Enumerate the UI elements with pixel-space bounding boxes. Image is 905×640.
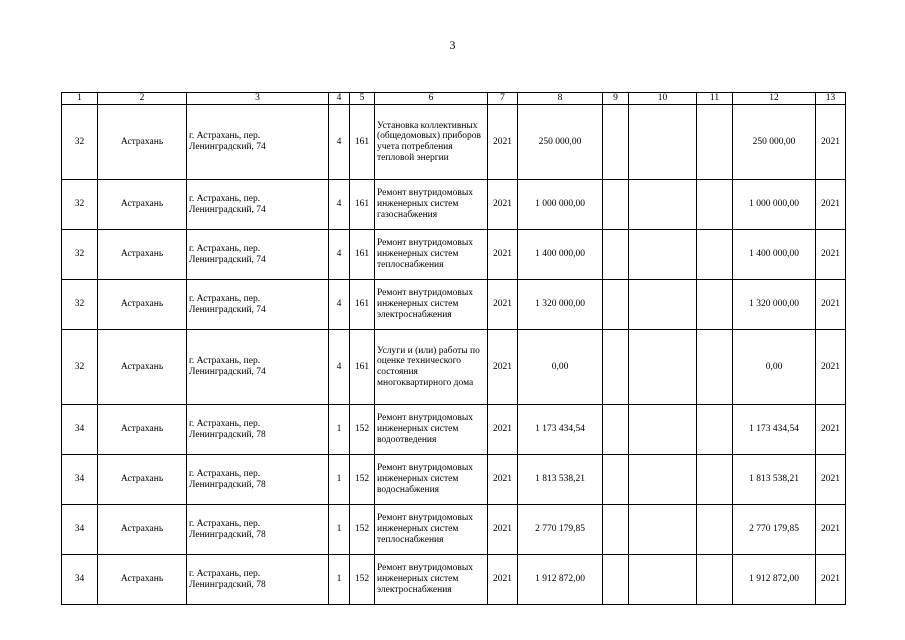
col4-cell: 1 [329, 555, 350, 605]
col13-year-cell: 2021 [816, 405, 846, 455]
column-number-3: 3 [187, 93, 329, 105]
year-cell: 2021 [488, 505, 518, 555]
table-row [62, 330, 846, 405]
column-number-11: 11 [697, 93, 733, 105]
col12-cost-cell: 1 320 000,00 [733, 280, 816, 330]
row-number-cell: 32 [62, 105, 98, 180]
year-cell: 2021 [488, 280, 518, 330]
city-cell: Астрахань [98, 555, 187, 605]
column-number-12: 12 [733, 93, 816, 105]
work-type-cell: Ремонт внутридомовых инженерных систем теплоснабжения [375, 230, 488, 280]
col4-cell: 1 [329, 405, 350, 455]
col5-cell: 161 [350, 280, 375, 330]
address-cell: г. Астрахань, пер. Ленинградский, 74 [187, 230, 329, 280]
year-cell: 2021 [488, 180, 518, 230]
row-number-cell: 34 [62, 555, 98, 605]
column-number-8: 8 [518, 93, 603, 105]
col12-cost-cell: 2 770 179,85 [733, 505, 816, 555]
col10-cell [629, 330, 697, 405]
col4-cell: 1 [329, 505, 350, 555]
city-cell: Астрахань [98, 455, 187, 505]
col9-cell [603, 555, 629, 605]
table-row [62, 455, 846, 505]
row-number-cell: 34 [62, 455, 98, 505]
col11-cell [697, 455, 733, 505]
address-cell: г. Астрахань, пер. Ленинградский, 78 [187, 555, 329, 605]
col11-cell [697, 555, 733, 605]
col4-cell: 4 [329, 180, 350, 230]
column-number-9: 9 [603, 93, 629, 105]
column-number-10: 10 [629, 93, 697, 105]
column-number-1: 1 [62, 93, 98, 105]
col5-cell: 161 [350, 105, 375, 180]
address-cell: г. Астрахань, пер. Ленинградский, 78 [187, 405, 329, 455]
row-number-cell: 32 [62, 280, 98, 330]
col5-cell: 152 [350, 555, 375, 605]
total-cost-cell: 1 400 000,00 [518, 230, 603, 280]
col10-cell [629, 505, 697, 555]
table-row [62, 230, 846, 280]
city-cell: Астрахань [98, 505, 187, 555]
col9-cell [603, 105, 629, 180]
col12-cost-cell: 250 000,00 [733, 105, 816, 180]
col13-year-cell: 2021 [816, 230, 846, 280]
year-cell: 2021 [488, 405, 518, 455]
col12-cost-cell: 1 912 872,00 [733, 555, 816, 605]
table-row [62, 505, 846, 555]
capital-repair-table [61, 92, 846, 605]
column-number-7: 7 [488, 93, 518, 105]
column-number-2: 2 [98, 93, 187, 105]
col5-cell: 161 [350, 230, 375, 280]
city-cell: Астрахань [98, 280, 187, 330]
col4-cell: 1 [329, 455, 350, 505]
col9-cell [603, 505, 629, 555]
col4-cell: 4 [329, 280, 350, 330]
address-cell: г. Астрахань, пер. Ленинградский, 78 [187, 505, 329, 555]
total-cost-cell: 2 770 179,85 [518, 505, 603, 555]
col13-year-cell: 2021 [816, 330, 846, 405]
total-cost-cell: 250 000,00 [518, 105, 603, 180]
column-number-row [62, 93, 846, 105]
col13-year-cell: 2021 [816, 455, 846, 505]
total-cost-cell: 1 320 000,00 [518, 280, 603, 330]
work-type-cell: Установка коллективных (общедомовых) приборов учета потребления тепловой энергии [375, 105, 488, 180]
work-type-cell: Ремонт внутридомовых инженерных систем электроснабжения [375, 280, 488, 330]
address-cell: г. Астрахань, пер. Ленинградский, 74 [187, 105, 329, 180]
col12-cost-cell: 1 000 000,00 [733, 180, 816, 230]
row-number-cell: 32 [62, 230, 98, 280]
row-number-cell: 34 [62, 405, 98, 455]
col12-cost-cell: 1 400 000,00 [733, 230, 816, 280]
total-cost-cell: 1 813 538,21 [518, 455, 603, 505]
table-row [62, 280, 846, 330]
city-cell: Астрахань [98, 180, 187, 230]
col9-cell [603, 455, 629, 505]
work-type-cell: Услуги и (или) работы по оценке технического состояния многоквартирного дома [375, 330, 488, 405]
total-cost-cell: 1 173 434,54 [518, 405, 603, 455]
col10-cell [629, 405, 697, 455]
col5-cell: 161 [350, 330, 375, 405]
total-cost-cell: 0,00 [518, 330, 603, 405]
col11-cell [697, 505, 733, 555]
col10-cell [629, 230, 697, 280]
table-row [62, 555, 846, 605]
address-cell: г. Астрахань, пер. Ленинградский, 74 [187, 180, 329, 230]
address-cell: г. Астрахань, пер. Ленинградский, 74 [187, 330, 329, 405]
year-cell: 2021 [488, 230, 518, 280]
col13-year-cell: 2021 [816, 555, 846, 605]
col5-cell: 152 [350, 505, 375, 555]
col12-cost-cell: 0,00 [733, 330, 816, 405]
total-cost-cell: 1 912 872,00 [518, 555, 603, 605]
col9-cell [603, 230, 629, 280]
col5-cell: 152 [350, 405, 375, 455]
work-type-cell: Ремонт внутридомовых инженерных систем газоснабжения [375, 180, 488, 230]
col4-cell: 4 [329, 330, 350, 405]
col10-cell [629, 180, 697, 230]
col9-cell [603, 405, 629, 455]
col4-cell: 4 [329, 105, 350, 180]
col13-year-cell: 2021 [816, 105, 846, 180]
col11-cell [697, 105, 733, 180]
city-cell: Астрахань [98, 230, 187, 280]
col10-cell [629, 280, 697, 330]
col9-cell [603, 330, 629, 405]
table-row [62, 405, 846, 455]
row-number-cell: 34 [62, 505, 98, 555]
col13-year-cell: 2021 [816, 180, 846, 230]
col11-cell [697, 180, 733, 230]
work-type-cell: Ремонт внутридомовых инженерных систем водоотведения [375, 405, 488, 455]
address-cell: г. Астрахань, пер. Ленинградский, 78 [187, 455, 329, 505]
address-cell: г. Астрахань, пер. Ленинградский, 74 [187, 280, 329, 330]
col10-cell [629, 455, 697, 505]
col11-cell [697, 405, 733, 455]
total-cost-cell: 1 000 000,00 [518, 180, 603, 230]
city-cell: Астрахань [98, 405, 187, 455]
work-type-cell: Ремонт внутридомовых инженерных систем водоснабжения [375, 455, 488, 505]
col12-cost-cell: 1 813 538,21 [733, 455, 816, 505]
row-number-cell: 32 [62, 180, 98, 230]
year-cell: 2021 [488, 455, 518, 505]
column-number-13: 13 [816, 93, 846, 105]
work-type-cell: Ремонт внутридомовых инженерных систем электроснабжения [375, 555, 488, 605]
table-row [62, 105, 846, 180]
column-number-5: 5 [350, 93, 375, 105]
col4-cell: 4 [329, 230, 350, 280]
col12-cost-cell: 1 173 434,54 [733, 405, 816, 455]
work-type-cell: Ремонт внутридомовых инженерных систем теплоснабжения [375, 505, 488, 555]
city-cell: Астрахань [98, 330, 187, 405]
col13-year-cell: 2021 [816, 505, 846, 555]
year-cell: 2021 [488, 330, 518, 405]
col9-cell [603, 280, 629, 330]
col9-cell [603, 180, 629, 230]
row-number-cell: 32 [62, 330, 98, 405]
col11-cell [697, 280, 733, 330]
col5-cell: 161 [350, 180, 375, 230]
city-cell: Астрахань [98, 105, 187, 180]
col13-year-cell: 2021 [816, 280, 846, 330]
table-body [62, 93, 846, 605]
col5-cell: 152 [350, 455, 375, 505]
col10-cell [629, 105, 697, 180]
year-cell: 2021 [488, 105, 518, 180]
year-cell: 2021 [488, 555, 518, 605]
col11-cell [697, 230, 733, 280]
table-row [62, 180, 846, 230]
col10-cell [629, 555, 697, 605]
column-number-6: 6 [375, 93, 488, 105]
page-number: 3 [449, 38, 456, 52]
column-number-4: 4 [329, 93, 350, 105]
col11-cell [697, 330, 733, 405]
